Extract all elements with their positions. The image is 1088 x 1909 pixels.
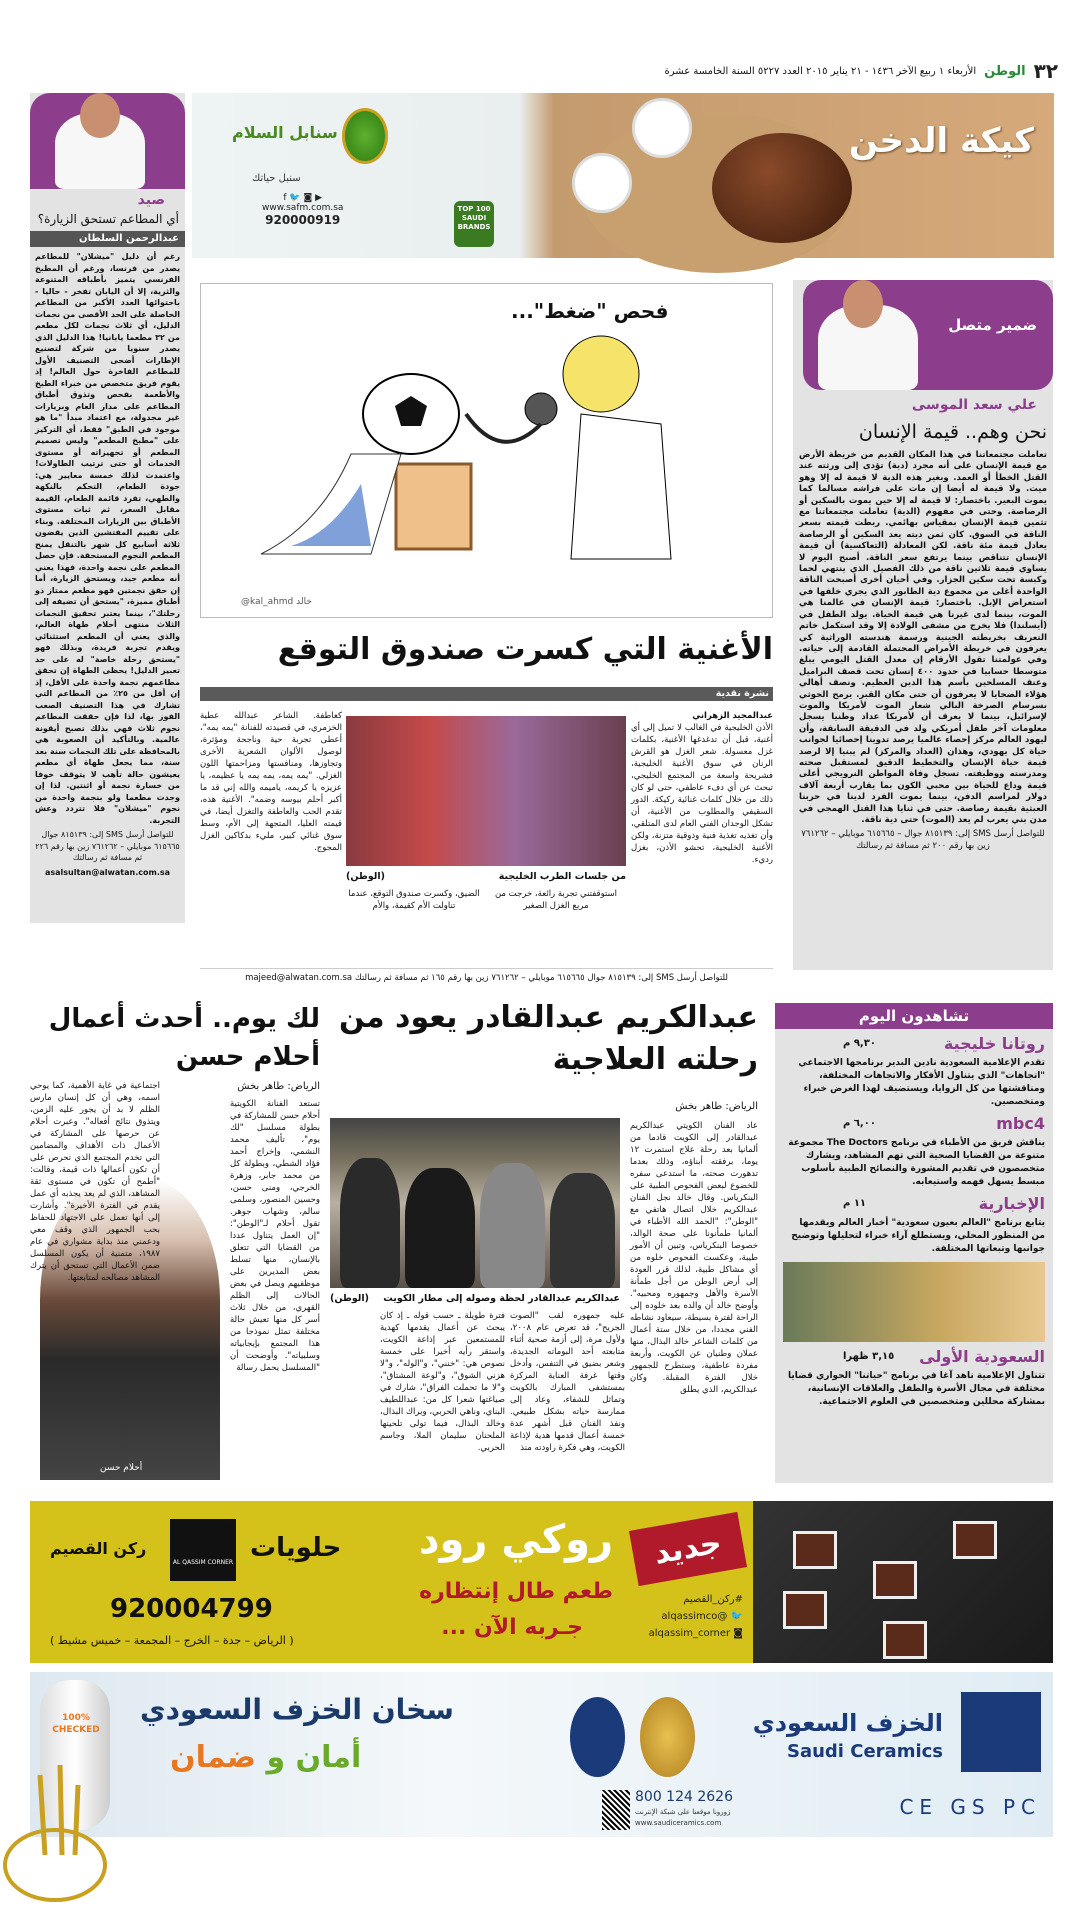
social-block bbox=[262, 193, 343, 227]
photo-credit: (الوطن) bbox=[346, 871, 385, 882]
person bbox=[480, 1163, 545, 1288]
presenter-photo bbox=[783, 1262, 1045, 1342]
article-text: استوقفتني تجربة رائعة، خرجت من مربع الغزل الصغير bbox=[494, 889, 618, 911]
top100-badge: TOP 100 SAUDI BRANDS bbox=[454, 201, 494, 247]
ad-url[interactable]: www.saudiceramics.com bbox=[635, 1819, 722, 1827]
tv-guide-heading: تشاهدون اليوم bbox=[775, 1003, 1053, 1029]
column-tag: ضمير متصل bbox=[948, 316, 1037, 334]
new-tag: جديد bbox=[629, 1512, 747, 1586]
brand-name: ركن القصيم bbox=[50, 1539, 147, 1558]
author-head bbox=[80, 93, 120, 138]
channel-time: ٩,٣٠ م bbox=[843, 1038, 876, 1049]
doctor-head bbox=[563, 336, 639, 412]
ceramics-advertisement[interactable] bbox=[30, 1672, 1053, 1837]
page-number: ٣٢ bbox=[1033, 59, 1058, 83]
article-rubric: نشرة نقدية bbox=[200, 687, 773, 701]
photo-credit: (الوطن) bbox=[330, 1293, 369, 1304]
author-photo bbox=[803, 280, 1053, 390]
article-text: عاد الفنان الكويتي عبدالكريم عبدالقادر إلى الكويت قادما من ألمانيا بعد رحلة علاج استمرت ١٢ يوما، برفقته أبناؤه، وذلك بعدما تدهورت صحته، ما استدعى سفره للخضوع لبعض الفحوص الطبية على البنكرياس. وقال خالد نجل الفنان عبدالكريم خلال اتصال هاتفي مع "الوطن": "الحمد الله الأطباء في ألمانيا طمأنونا على صحة الوالد، خصوصا البنكرياس، وتبين أن الأمور طيبة، وعكست الفحوص خلوه من أي مشاكل طبية، لذلك قرر العودة إلى أرض الوطن من أجل طمأنة الأسرة والأهل وجمهوره ومحبيه". وأوضح خالد أن والده بعد خلوده إلى الراحة لفترة بسيطة، سيعاود نشاطه الفني مجددا، من خلال ستة أعمال من كلمات الشاعر خالد البذال، منها عملان وطنيان عن الكويت، وأربعة مفردة عاطفية، وستطرح للجمهور خلال الفترة المقبلة. وكان عبدالكريم، الذي يطلق bbox=[630, 1121, 758, 1395]
opinion-column-right bbox=[793, 280, 1053, 970]
ad-visit: زورونا موقعنا على شبكة الإنترنت bbox=[635, 1808, 731, 1816]
column-tag: صيد bbox=[137, 192, 165, 208]
coffee-cup bbox=[632, 98, 692, 158]
person bbox=[550, 1173, 615, 1288]
channel-time: ١١ م bbox=[843, 1198, 867, 1209]
brand-logo bbox=[342, 108, 388, 164]
article-headline: الأغنية التي كسرت صندوق التوقع bbox=[277, 632, 773, 667]
facebook-icon[interactable]: f bbox=[283, 193, 287, 203]
column-contact: للتواصل أرسل SMS إلى: ٨١٥١٣٩ جوال ٦١٥٦٦٥ موبايلي – ٧٦١٢٦٢ زين بها رقم ٢٢٦ ثم مسافة ثم رسالتك bbox=[35, 830, 180, 862]
saudi-ceramics-logo bbox=[961, 1692, 1041, 1772]
checked-badge: 100% CHECKED bbox=[52, 1713, 100, 1735]
channel-time: ٦,٠٠ م bbox=[843, 1118, 876, 1129]
twitter-handle[interactable]: @alqassimco bbox=[661, 1611, 728, 1622]
instagram-handle[interactable]: alqassim_corner bbox=[648, 1628, 731, 1639]
brand-name: سنابل السلام bbox=[232, 123, 338, 142]
ad-phone: 800 124 2626 bbox=[635, 1789, 733, 1805]
column-email[interactable]: asalsultan@alwatan.com.sa bbox=[44, 867, 171, 877]
article-text: فترة طويلة ـ حسب قوله ـ إذ كان يبحث عن أعمال يقدمها كهدية للمستمعين عبر إذاعة الكويت، واستقر رأيه أخيرا على خمسة نصوص هي: "خنني"، و"الوله"، و"لا هزني الشوق"، و"لوعة المشتاق"، و"لا ما تحملت الفراق"، شارك في صياغتها شعرا كل من: عبداللطيف البناي، وناهي الحربي، وبراك البذال، وخالد البذال، فيما تولى تلحينها الملحنان سليمان الملا، وجاسم الحربي. bbox=[380, 1311, 505, 1453]
cartoon-signature: @kal_ahmd خالد bbox=[241, 597, 312, 607]
author-head bbox=[843, 280, 883, 328]
photo-caption-row bbox=[330, 1292, 620, 1306]
cake-image bbox=[712, 133, 852, 243]
ad-tagline: طعم طال إنتظاره bbox=[419, 1579, 613, 1604]
article-text: تستعد الفنانة الكويتية أحلام حسن للمشاركة في بطولة مسلسل "لك يوم"، تأليف محمد النشمي، وإخراج أحمد فؤاد الشطي، وبطولة كل من محمد جابر، وزهرة الخرجي، ومنى حسن، وحسين المنصور، وسلمى سالم، وشهاب جوهر. تقول أحلام لـ"الوطن": "إن العمل يتناول عددا من القضايا التي تتعلق بالإنسان، منها تسلط بعض المديرين على موظفيهم ويصل في بعض الحالات إلى الظلم القهري، من خلال ثلاث أسر كل منها تعيش حالة مختلفة تمثل نموذجا من هذا المجتمع بإيجابياته وسلبياته". وأوضحت أن "المسلسل يحمل رسالة bbox=[230, 1099, 320, 1373]
article-byline: الرياض: طاهر بخش bbox=[237, 1081, 320, 1092]
instagram-icon: ◙ bbox=[730, 1628, 743, 1639]
slogan-word: ضمان bbox=[170, 1740, 256, 1775]
channel-desc: تتناول الإعلامية ناهد آغا في برنامج "حياتنا" الحواري قضايا مختلفة في مجال الأسرة والطفل والعلاقات الإنسانية، بمشاركة محللين ومتخصصين في العلوم الاجتماعية. bbox=[787, 1371, 1045, 1407]
seal-badge bbox=[570, 1697, 625, 1777]
phone: 920000919 bbox=[265, 213, 341, 227]
top-advertisement[interactable] bbox=[192, 93, 1054, 258]
channel-name: mbc4 bbox=[996, 1114, 1045, 1133]
article-photo bbox=[330, 1118, 620, 1288]
article-text: اجتماعية في غاية الأهمية، كما يوحي اسمه، وهي أن كل إنسان مارس الظلم لا بد أن يجور عليه الزمن، ويتذوق نتائج أفعاله". وعبرت أحلام عن حرصها على المشاركة في الأعمال ذات الأهداف والمضامين التي تخدم المجتمع الذي تحرص على أن تكون أعمالها ذات قيمة، وقالت: "أطمح أن تكون في مستوى ثقة المشاهد، الذي لم يعد يجذبه أي عمل يقدم في الفترة الأخيرة". وأشارت إلى أنها تعمل على الاجتهاد للحفاظ بحب الجمهور الذي وقف معي ودعمني منذ بداية مشواري في عام ١٩٨٧، متمنية أن يكون المسلسل ضمن الأعمال التي تستحق أن يترك المشاهد مصالحه لمتابعتها. bbox=[30, 1081, 160, 1283]
chair bbox=[396, 464, 471, 549]
tv-channel bbox=[775, 1189, 1053, 1256]
person bbox=[405, 1168, 475, 1288]
column-title: نحن وهم.. قيمة الإنسان bbox=[858, 421, 1047, 443]
photo-caption: عبدالكريم عبدالقادر لحظة وصوله إلى مطار الكويت bbox=[383, 1293, 620, 1304]
article-byline: الرياض: طاهر بخش bbox=[675, 1101, 758, 1112]
chocolate-piece bbox=[953, 1521, 997, 1559]
tv-guide bbox=[775, 1003, 1053, 1483]
author-photo bbox=[30, 93, 185, 189]
youtube-icon[interactable]: ▶ bbox=[315, 193, 323, 203]
photo-caption-row bbox=[346, 870, 626, 884]
product-name: روكي رود bbox=[419, 1517, 613, 1563]
tray-image bbox=[753, 1501, 1053, 1663]
sweets-advertisement[interactable] bbox=[30, 1501, 1053, 1663]
article-text: عليه جمهوره لقب "الصوت الجريح"، قد تعرض عام ٢٠٠٨، ولأول مرة، إلى أزمة صحية أثناء متابعته أحد البوماته الجديدة، وشعر بضيق في التنفس، وأدخل وقتها غرفة العناية المركزة بمستشفى المبارك بالكويت وتماثل للشفاء، وعاد إلى ممارسة حياته بشكل طبيعي. ونفذ الفنان قبل أشهر عدة خمسة أعمال قدمها هدية لإذاعة الكويت، وهي فكرة راودته منذ bbox=[510, 1311, 625, 1453]
newspaper-logo: الوطن bbox=[984, 63, 1026, 79]
channel-desc: تقدم الإعلامية السعودية نادين البدير برنامجها الاجتماعي "اتجاهات" الذي يتناول الأفكار والاتجاهات المختلفة، ومناقشتها من كل الزوايا، ويستضيف لهذا الغرض خبراء ومتخصصين. bbox=[798, 1058, 1045, 1107]
ad-category: حلويات bbox=[250, 1533, 342, 1563]
cartoon bbox=[200, 283, 773, 618]
twitter-icon: 🐦 bbox=[727, 1611, 743, 1622]
person bbox=[340, 1158, 400, 1288]
coffee-cup bbox=[572, 153, 632, 213]
tv-channel bbox=[775, 1109, 1053, 1189]
brand-name-en: Saudi Ceramics bbox=[787, 1741, 943, 1762]
ad-slogan bbox=[170, 1738, 361, 1778]
slogan-word: و bbox=[266, 1740, 286, 1775]
channel-desc: يتابع برنامج "العالم بعيون سعودية" أخبار العالم ويقدمها من المنظور المحلي، ويستطلع آراء خبراء لتحليلها وتوضيح جوانبها وتبعاتها المختلفة. bbox=[791, 1218, 1045, 1254]
channel-name: روتانا خليجية bbox=[943, 1034, 1045, 1053]
pressure-gauge bbox=[525, 393, 557, 425]
certification-icons: CE GS PC bbox=[899, 1795, 1041, 1819]
tv-channel bbox=[775, 1342, 1053, 1409]
dateline: الأربعاء ١ ربيع الآخر ١٤٣٦ - ٢١ يناير ٢٠١٥ العدد ٥٢٢٧ السنة الخامسة عشرة bbox=[664, 65, 977, 77]
article-author: عبدالمجيد الزهراني bbox=[692, 711, 773, 721]
column-title: أي المطاعم تستحق الزيارة؟ bbox=[37, 212, 179, 226]
photo-caption: أحلام حسن bbox=[100, 1463, 143, 1473]
ad-social bbox=[649, 1593, 743, 1644]
opinion-column-left bbox=[30, 93, 185, 923]
chocolate-piece bbox=[883, 1621, 927, 1659]
channel-name: السعودية الأولى bbox=[919, 1347, 1045, 1366]
instagram-icon[interactable]: ◙ bbox=[303, 193, 313, 203]
brand-slogan: سنبل حياتك bbox=[252, 173, 301, 184]
channel-time: ٣,١٥ ظهرا bbox=[843, 1351, 895, 1362]
doctor-coat bbox=[571, 414, 671, 559]
article-photo bbox=[346, 716, 626, 866]
chocolate-piece bbox=[873, 1561, 917, 1599]
water-heater-image bbox=[40, 1680, 110, 1830]
photo-caption: من جلسات الطرب الخليجية bbox=[498, 871, 626, 882]
ad-headline: سخان الخزف السعودي bbox=[140, 1693, 454, 1726]
column-body: تعاملت مجتمعاتنا في هذا المكان القديم من خريطة الأرض مع قيمة الإنسان على أنه مجرد (دية) تؤدى إلى ورثته عند القتل الخطأ أو العمد. وبغير هذه الدية لا قيمة له إلا وهو ميت. ولا قيمة له أيضا إن مات على فراشه مسالما كما يموت البعير. باختصار: لا قيمة له إلا حين يموت بالسكين أو الرصاصة. وحتى في مفهوم (الدية) تعاملت مجتمعاتنا مع تثمين قيمة الإنسان بمقياس بهائمي. ربطت قيمته بسعر الناقة في السوق. كان ثمن ديته يعد السكين أو الرصاصة يعادل قيمة مئة ناقة. لكن المعادلة (التعاكسية) أن قيمة الإنسان تتناقص بينما يرتفع سعر الناقة. أصبح اليوم لا يساوي قيمة ثلاثين ناقة من ذلك الفصيل الذي ينتهي لحما وكبسة تحت سكين الجزار. وفي أحيان أخرى أصبحت الناقة الواحدة أغلى من مجموع دية الطابور الذي يجري خلفها في استعراض الإبل. باختصار: قيمة الإنسان في عالمنا هي الموت، بينما لدى غيرنا هي قيمة الحياة. يولد الطفل في (أيسلندا) فلا يخرج من مشفى الولادة إلا وقد استكمل خاتم التعريف بخريطته الجينية ورسمة هندسته الوراثية كي يعرفون في خريطة الأمراض المحتملة القادمة إلى حياته. وفي عولمتنا تقول الأرقام إن معدل القتل اليومي يبلغ متوسطا حسابيا في حدود ٤٠٠ إنسان تحت قصف البراميل وعنف المسلحين بأسم هذا الدين العظيم. ونصف أهالي هؤلاء الضحايا لا يعرفون أن حتى مكان القبر. يرمح الحوثي بسرسام الصرخة البالي شعار الموت لأمريكا والموت لإسرائيل، بينما لا يعرف أن لأمريكا عداد وطنيا يسجل معلومات آخر طفل أمريكي ولد في الدقيقة السابقة، وأن ليهود العالم مركز إحصاء عالميا يرصد تدوينا إحصائيا لجوانب حياة كل يهودي، وهذان (العداد والمركز) لم يبنيا إلا لرصد قيمة حياة الإنسان والتخطيط الدقيق لمستقبل صحته ومدرسته ووظيفته. تسجل وفاة المواطن النرويجي أعلى قيمة وداع للحياة بين محبي الكون بما يقارب أربعة آلاف دولار لمراسم الدفن، بينما يموت الفرد لدينا في حربنا العبثية بقيمة رصاصة. حتى في ثنايا هذا القتل الهمجي في مدن بني يعرب لم يعد (الموت) حتى دية ناقة. bbox=[799, 450, 1047, 825]
article-contact: للتواصل أرسل SMS إلى: ٨١٥١٣٩ جوال ٦١٥٦٦٥ موبايلي – ٧٦١٢٦٢ زين بها رقم ١٦٥ ثم مسافة ثم رسالتك majeed@alwatan.com.sa bbox=[200, 968, 773, 984]
column-body: رغم أن دليل "ميشلان" للمطاعم يصدر من فرنسا، ورغم أن المطبخ الفرنسي يتميز بأطباقه المتنوعة والثرية، إلا أن اليابان تفخر - حاليا - باحتوائها العدد الأكبر من المطاعم الحاصلة على الحد الأقصى من نجمات الدليل، أي ثلاث نجمات لكل مطعم من ٣٢ مطعما يابانيا! هذا الدليل الذي يصدر سنويا من شركة لتصنيع الإطارات أضحى التصنيف الأول للمطاعم الفاخرة حول العالم! إذ يقوم فريق متخصص من خبراء الطبخ والأطعمة بفحص وتذوق أطباق المطاعم على مدار العام وبزيارات غير مجدولة، مع اعتماد مبدأ "ما هو موجود في الطبق" فقط، أي التركيز على "مطبخ المطعم" وليس تصميم المطعم أو تجهيزاته أو مستوى الخدمات أو حتى ترتيب الطاولات! واعتمدت لذلك خمسة معايير هي: جودة الطعام، التحكم بالنكهة والطهي، تفرد قائمة الطعام، القيمة مقابل السعر، ثم ثبات مستوى الأطباق بين الزيارات المختلفة. وبناء على تقييم المفتشين الذين يقضون ثلاثة أسابيع كل شهر بالتنقل يمنح المطعم النجوم المستحقة. فإن حصل المطعم على نجمة واحدة، فهذا يعني أنه مطعم جيد، ويستحق الزيارة، أما إن حقق نجمتين فهو مطعم ممتاز ذو أطباق مميزة، "يستحق أن تضيفه إلى رحلتك"، بينما يعتبر تحقيق النجمات الثلاث منتهى أحلام طهاة العالم، والذي يعني أن المطعم استثنائي ويقدم تجربة فريدة، وبذلك فهو "يستحق رحلة خاصة" له على حد تعبير الدليل! يحظى الطهاة إن تحقق مطاعمهم نجمة واحدة على الأقل، إذ إن أقل من ٢٥٪ من المطاعم التي تشارك في هذا التصنيف الصعب الفوز بها، لذا فإن حققت المطاعم نجوم ثلاث فهي بذلك تصبح أيقونة عالمية. وبالتأكيد أن الصعوبة هي بالمحافظة على تلك النجمات سنة بعد سنة، مما يجعل طهاة أي مطعم يعيشون حالة تأهب لا يتوقف خوفا من خسارة نجمة أو اثنتين. لذا إن وجدت مطعما ولو بنجمة واحدة من نجوم "ميشلان" فلا تتردد وعش التجربة. bbox=[35, 252, 181, 825]
hashtag[interactable]: #ركن_القصيم bbox=[683, 1594, 743, 1605]
column-author: علي سعد الموسى bbox=[911, 397, 1037, 413]
chocolate-piece bbox=[783, 1591, 827, 1629]
cartoon-caption: فحص "ضغط"... bbox=[511, 299, 669, 323]
column-contact: للتواصل أرسل SMS إلى: ٨١٥١٣٩ جوال – ٦١٥٦٦٥ موبايلي – ٧٦١٢٦٢ زين بها رقم ٢٠٠ ثم مسافة ثم رسالتك bbox=[801, 829, 1045, 851]
twitter-icon[interactable]: 🐦 bbox=[289, 193, 301, 203]
tv-channel bbox=[775, 1029, 1053, 1109]
article-headline: لك يوم.. أحدث أعمال أحلام حسن bbox=[48, 1004, 320, 1072]
article-headline: عبدالكريم عبدالقادر يعود من رحلته العلاجية bbox=[339, 1000, 758, 1077]
ad-cities: ( الرياض – جدة – الخرج – المجمعة – خميس مشيط ) bbox=[50, 1634, 294, 1647]
slogan-word: أمان bbox=[295, 1740, 362, 1775]
brand-name-ar: الخزف السعودي bbox=[752, 1709, 943, 1737]
website[interactable]: www.safm.com.sa bbox=[262, 203, 344, 213]
article-text: الأذن الخليجية في الغالب لا تميل إلى أي أغنية، قبل أن تدغدغها الأغنية، بكلمات غزل معسولة. شعر الغزل هو القرش الرنان في سوق الأغنية الخليجية، فشريحة واسعة من المجتمع الخليجي، تبحث عن أي دفء عاطفي، حتى لو كان ذلك من خلال كلمات غنائية ركيكة. الدور السقيفي والمطلوب من الأغنية، أن تشكل الوجدان الفني العام لدى المتلقي، وأن تغذيه تغذية فنية وذوقية متزنة، ولكن الأغنية الخليجية، تحشو الأذن، بغزل رديء. bbox=[631, 723, 773, 865]
social-icons bbox=[262, 193, 343, 203]
page-header bbox=[30, 59, 1058, 83]
channel-name: الإخبارية bbox=[978, 1194, 1045, 1213]
article-column bbox=[631, 710, 773, 964]
ad-title: كيكة الدخن bbox=[848, 121, 1034, 161]
ad-phone: 920004799 bbox=[110, 1594, 273, 1624]
chocolate-piece bbox=[793, 1531, 837, 1569]
guarantee-badge bbox=[640, 1697, 695, 1777]
qr-code[interactable] bbox=[602, 1790, 630, 1830]
article-text: كعاطفة. الشاعر عبدالله عطية الخزمري، في قصيدته للفنانة "يمه يمه"، أعطى تجربة حية وناجحة ومؤثرة، لوصول الألوان الشعرية الأخرى وتجاوزها، ومنافستها ومزاحمتها اللون الغزلي. "يمه يمه، يمه يمه يا عظيمه، يا عزيزه يا كريمه، ياميمه والله إني قد ما أكبر أحلم بيوسه وضمه". الأغنية هذه، تقدم الحب والعاطفة والتغزل أيضا، في قيمته العليا، المتجهة إلى الأم، وسط سوق غنائي كبير، مليء بدكاكين الغزل المجوج. bbox=[200, 711, 342, 853]
ad-cta: جـربه الآن ... bbox=[441, 1615, 583, 1640]
brand-logo: AL QASSIM CORNER bbox=[170, 1519, 236, 1581]
column-author: عبدالرحمن السلطان bbox=[30, 231, 185, 247]
cartoon-drawing bbox=[201, 284, 772, 617]
channel-desc: يناقش فريق من الأطباء في برنامج The Doctors مجموعة متنوعة من القضايا الصحية التي تهم المشاهد، ويشارك متخصصون في تقديم المشورة والنصائح الطبية بأسلوب مبسط يسهل فهمه واستيعابه. bbox=[788, 1138, 1045, 1187]
article-text: الضيق، وكسرت صندوق التوقع، عندما تناولت الأم كقيمة، والأم bbox=[348, 889, 480, 911]
